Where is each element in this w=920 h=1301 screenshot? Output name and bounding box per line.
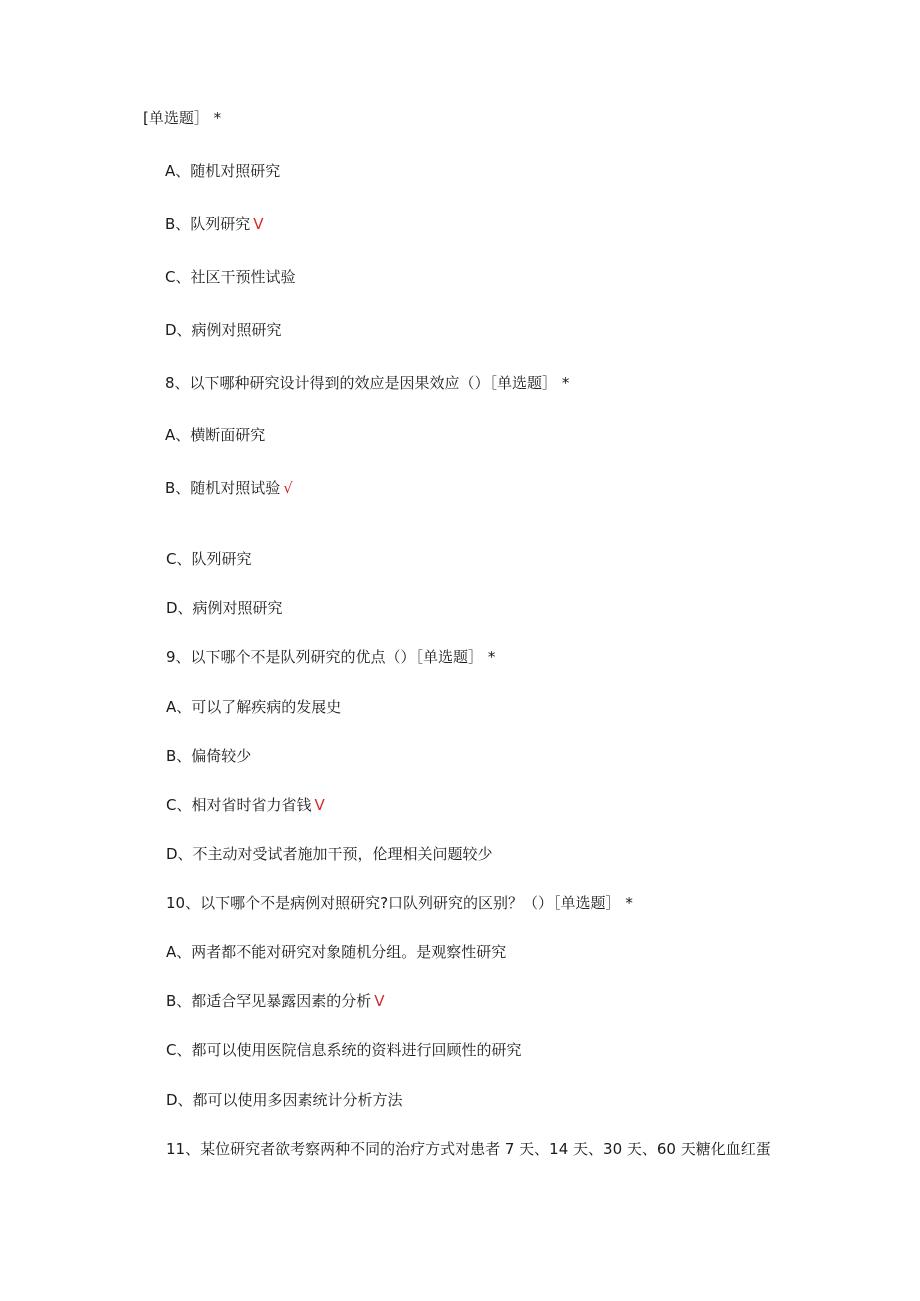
question-7-type: [单选题］ * bbox=[143, 109, 222, 127]
q10-option-a: A、两者都不能对研究对象随机分组。是观察性研究 bbox=[166, 943, 507, 961]
answer-mark: V bbox=[374, 992, 385, 1010]
question-10: 10、以下哪个不是病例对照研究?口队列研究的区别？（）［单选题］ * bbox=[166, 894, 633, 912]
q9-option-c: C、相对省时省力省钱 V bbox=[166, 796, 325, 814]
answer-mark: √ bbox=[283, 479, 293, 497]
q7-option-a: A、随机对照研究 bbox=[165, 162, 281, 180]
q8-option-a: A、横断面研究 bbox=[165, 426, 266, 444]
question-8: 8、以下哪种研究设计得到的效应是因果效应（）［单选题］ * bbox=[165, 374, 570, 392]
q10-option-b: B、都适合罕见暴露因素的分析 V bbox=[166, 992, 385, 1010]
q9-option-d: D、不主动对受试者施加干预，伦理相关问题较少 bbox=[166, 845, 493, 863]
q7-option-d: D、病例对照研究 bbox=[165, 321, 282, 339]
q8-option-c: C、队列研究 bbox=[166, 550, 252, 568]
q8-option-b: B、随机对照试验 √ bbox=[165, 479, 293, 497]
q10-option-d: D、都可以使用多因素统计分析方法 bbox=[166, 1091, 403, 1109]
q10-option-c: C、都可以使用医院信息系统的资料进行回顾性的研究 bbox=[166, 1041, 522, 1059]
q9-option-a: A、可以了解疾病的发展史 bbox=[166, 698, 342, 716]
q7-option-c: C、社区干预性试验 bbox=[165, 268, 296, 286]
q9-option-b: B、偏倚较少 bbox=[166, 747, 252, 765]
answer-mark: V bbox=[314, 796, 325, 814]
question-9: 9、以下哪个不是队列研究的优点（）［单选题］ * bbox=[166, 648, 496, 666]
q8-option-d: D、病例对照研究 bbox=[166, 599, 283, 617]
question-11: 11、某位研究者欲考察两种不同的治疗方式对患者 7 天、14 天、30 天、60 天糖化血红蛋 bbox=[166, 1140, 771, 1158]
answer-mark: V bbox=[253, 215, 264, 233]
q7-option-b: B、队列研究 V bbox=[165, 215, 264, 233]
